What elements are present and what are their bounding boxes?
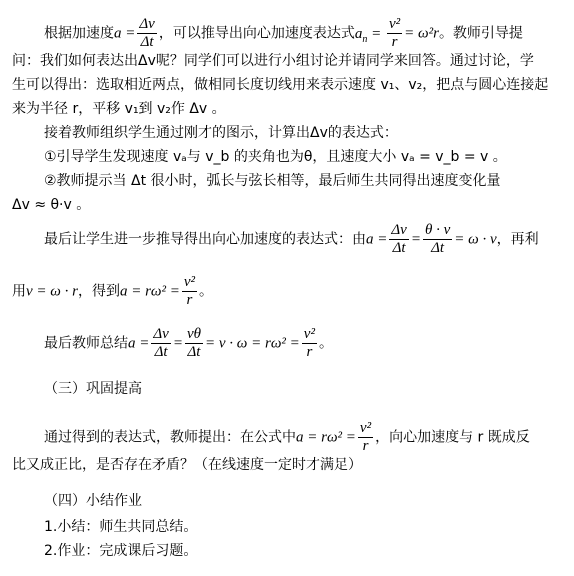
fraction-v2-r: $\frac{\text{v²}}{r}$ — [388, 16, 401, 50]
para-radius: 来为半径 r，平移 v₁到 v₂作 Δv 。 — [12, 101, 226, 117]
section-heading-summary: （四）小结作业 — [44, 493, 142, 509]
list-item-homework: 2.作业：完成课后习题。 — [44, 543, 198, 559]
text: 。教师引导提 — [438, 25, 523, 42]
fraction-v2-r: $\frac{\text{v²}}{r}$ — [359, 420, 372, 454]
text: ，可以推导出向心加速度表达式 — [158, 25, 355, 42]
para-contradiction-question: 通过得到的表达式，教师提出：在公式中a = rω² = $\frac{\text{v²}}{r}$ ，向心加速度与 r 既成反 — [44, 420, 530, 454]
para-question: 问：我们如何表达出Δv呢？同学们可以进行小组讨论并请同学来回答。通过讨论，学 — [12, 53, 534, 69]
para-accel-definition — [44, 16, 523, 51]
formula-tail: = ω²r — [404, 25, 439, 42]
para-step-2: ②教师提示当 Δt 很小时，弧长与弦长相等，最后师生共同得出速度变化量 — [44, 173, 501, 189]
fraction-vtheta-dt: $\frac{v\theta}{\Delta t}$ — [186, 326, 201, 360]
fraction-dv-dt: $\frac{\Delta v}{\Delta t}$ — [391, 222, 407, 256]
para-summary-formula: 最后教师总结a = $\frac{\Delta v}{\Delta t}$ = $\frac{v\theta}{\Delta t}$ = v · ω = rω² = $\frac{\text{v²}}{r}$ 。 — [44, 326, 333, 360]
para-discussion: 生可以得出：选取相近两点，做相同长度切线用来表示速度 v₁、v₂，把点与圆心连接起 — [12, 77, 549, 93]
fraction-dv-dt: $\frac{\Delta v}{\Delta t}$ — [153, 326, 169, 360]
section-heading-consolidate: （三）巩固提高 — [44, 381, 142, 397]
list-item-summary: 1.小结：师生共同总结。 — [44, 519, 198, 535]
para-substitution: 用v = ω · r，得到a = rω² = $\frac{\text{v²}}{r}$ 。 — [12, 274, 214, 308]
fraction-v2-r: $\frac{\text{v²}}{r}$ — [303, 326, 315, 360]
para-contradiction-answer: 比又成正比，是否存在矛盾？（在线速度一定时才满足） — [12, 457, 362, 473]
fraction-dv-dt: $\frac{\Delta v}{\Delta t}$ — [139, 16, 155, 50]
para-derivation: 最后让学生进一步推导得出向心加速度的表达式：由a = $\frac{\Delta v}{\Delta t}$ = $\frac{\theta \cdot v}{\Delta t}$ = ω · v，再利 — [44, 222, 539, 256]
formula-an: $a_n$ = — [354, 25, 385, 45]
formula-lhs: a = — [114, 25, 136, 42]
para-compute-intro: 接着教师组织学生通过刚才的图示，计算出Δv的表达式： — [44, 125, 398, 141]
para-step-1: ①引导学生发现速度 vₐ与 v_b 的夹角也为θ，且速度大小 vₐ = v_b = v 。 — [44, 149, 507, 165]
fraction-v2-r: $\frac{\text{v²}}{r}$ — [183, 274, 196, 308]
text: 根据加速度 — [44, 25, 114, 42]
para-dv-approx: Δv ≈ θ·v 。 — [12, 197, 91, 213]
fraction-theta-v-dt: $\frac{\theta \cdot v}{\Delta t}$ — [424, 222, 451, 256]
